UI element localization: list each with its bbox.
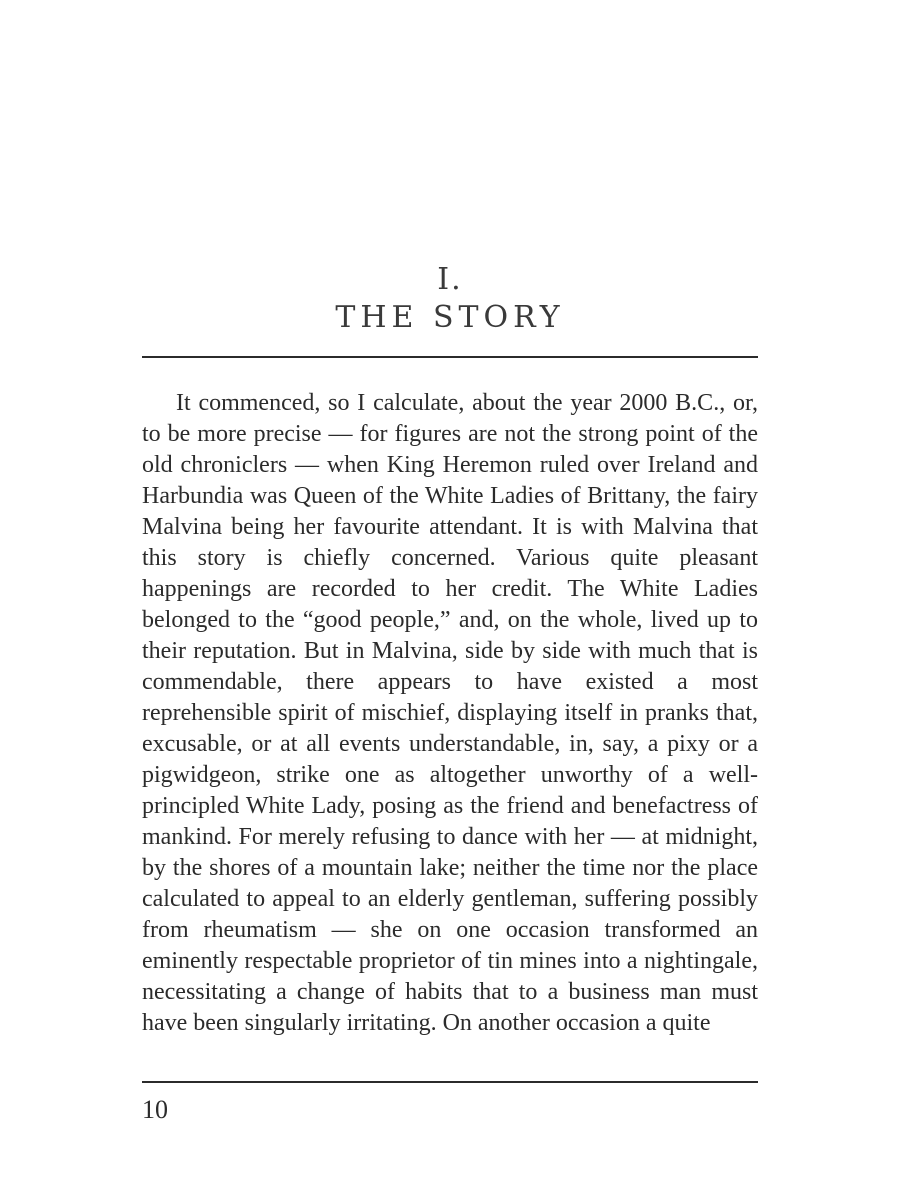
chapter-number: I. [437, 262, 463, 297]
top-rule [142, 356, 758, 358]
bottom-rule [142, 1081, 758, 1083]
body-paragraph: It commenced, so I calculate, about the year 2000 B.C., or, to be more precise — for figures are not the strong point of the old chroniclers — when King Heremon ruled over Ireland and Harbundia was Queen of the White Ladies of Brittany, the fairy Malvina being her favourite attendant. It is with Malvina that this story is chiefly concerned. Various quite pleasant happenings are recorded to her credit. The White Ladies belonged to the “good people,” and, on the whole, lived up to their reputation. But in Malvina, side by side with much that is commendable, there appears to have existed a most reprehensible spirit of mischief, displaying itself in pranks that, excusable, or at all events understandable, in, say, a pixy or a pigwidgeon, strike one as altogether unworthy of a well-principled White Lady, posing as the friend and benefactress of mankind. For merely refusing to dance with her — at midnight, by the shores of a mountain lake; neither the time nor the place calculated to appeal to an elderly gentleman, suffering possibly from rheumatism — she on one occasion transformed an eminently respectable proprietor of tin mines into a nightingale, necessitating a change of habits that to a business man must have been singularly irritating. On another occasion a quite [142, 390, 758, 1036]
chapter-title: THE STORY [335, 300, 565, 335]
page-number: 10 [142, 1095, 168, 1124]
